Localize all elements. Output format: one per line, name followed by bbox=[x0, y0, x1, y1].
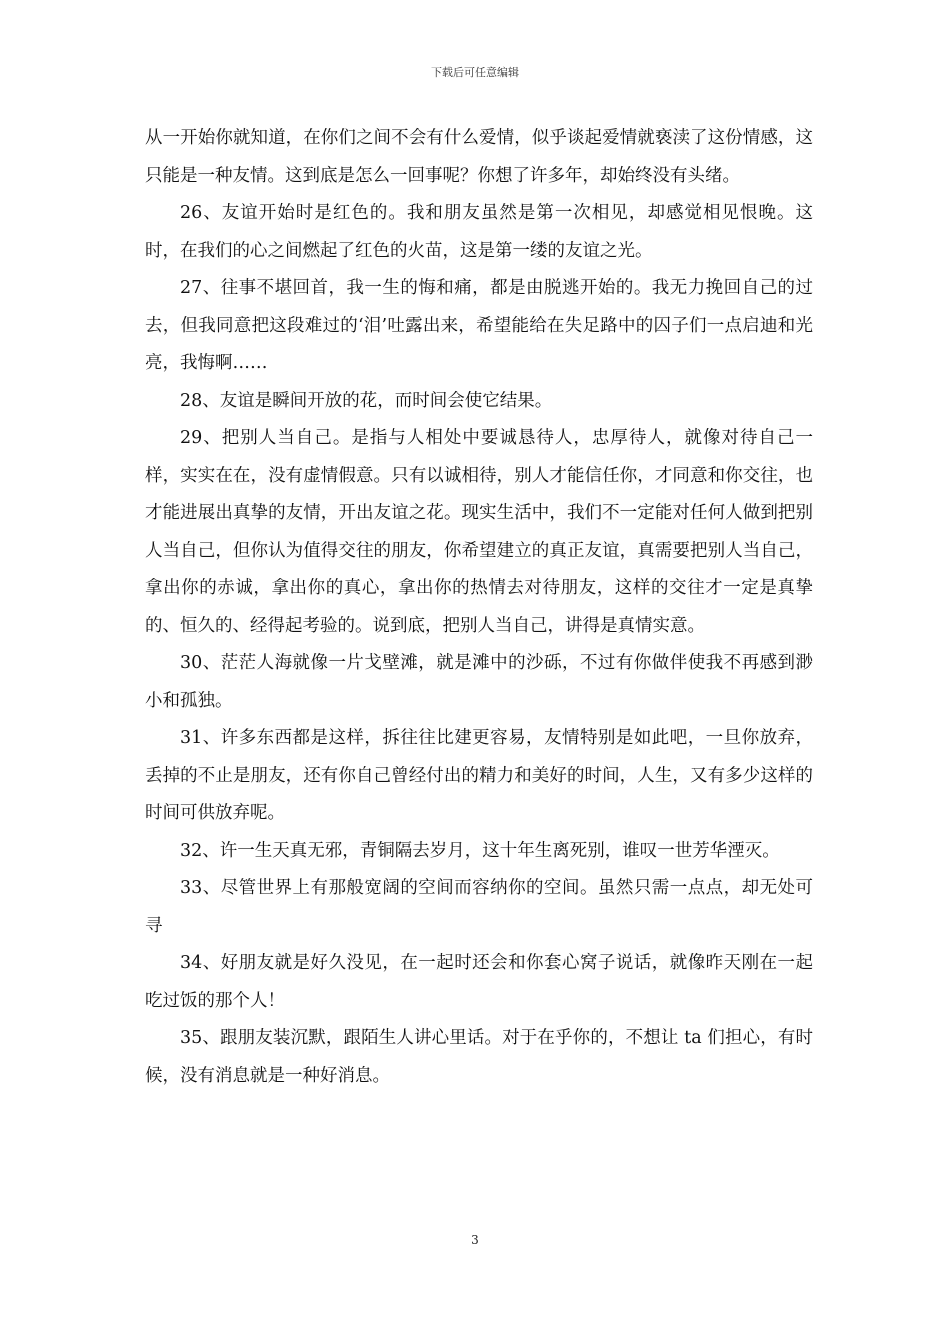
page-number: 3 bbox=[471, 1233, 479, 1247]
paragraph-26: 26、友谊开始时是红色的。我和朋友虽然是第一次相见，却感觉相见恨晚。这时，在我们的心之间燃起了红色的火苗，这是第一缕的友谊之光。 bbox=[145, 203, 813, 261]
paragraph-31: 31、许多东西都是这样，拆往往比建更容易，友情特别是如此吧，一旦你放弃，丢掉的不止是朋友，还有你自己曾经付出的精力和美好的时间，人生，又有多少这样的时间可供放弃呢。 bbox=[145, 728, 813, 823]
document-body bbox=[145, 120, 813, 1095]
paragraph-35: 35、跟朋友装沉默，跟陌生人讲心里话。对于在乎你的，不想让 ta 们担心，有时候，没有消息就是一种好消息。 bbox=[145, 1028, 813, 1086]
paragraph-27: 27、往事不堪回首，我一生的悔和痛，都是由脱逃开始的。我无力挽回自己的过去，但我同意把这段难过的‘泪’吐露出来，希望能给在失足路中的囚子们一点启迪和光亮，我悔啊…… bbox=[145, 278, 813, 373]
paragraph-30: 30、茫茫人海就像一片戈壁滩，就是滩中的沙砾，不过有你做伴使我不再感到渺小和孤独。 bbox=[145, 653, 813, 711]
paragraph-34: 34、好朋友就是好久没见，在一起时还会和你套心窝子说话，就像昨天刚在一起吃过饭的那个人！ bbox=[145, 953, 813, 1011]
page-header: 下载后可任意编辑 bbox=[431, 66, 519, 79]
paragraph-28: 28、友谊是瞬间开放的花，而时间会使它结果。 bbox=[180, 390, 553, 411]
paragraph-32: 32、许一生天真无邪，青铜隔去岁月，这十年生离死别，谁叹一世芳华湮灭。 bbox=[180, 840, 780, 861]
paragraph-continuation: 从一开始你就知道，在你们之间不会有什么爱情，似乎谈起爱情就亵渎了这份情感，这只能是一种友情。这到底是怎么一回事呢？你想了许多年，却始终没有头绪。 bbox=[145, 128, 813, 186]
paragraph-29: 29、把别人当自己。是指与人相处中要诚恳待人，忠厚待人，就像对待自己一样，实实在在，没有虚情假意。只有以诚相待，别人才能信任你，才同意和你交往，也才能进展出真挚的友情，开出友谊之花。现实生活中，我们不一定能对任何人做到把别人当自己，但你认为值得交往的朋友，你希望建立的真正友谊，真需要把别人当自己，拿出你的赤诚，拿出你的真心，拿出你的热情去对待朋友，这样的交往才一定是真挚的、恒久的、经得起考验的。说到底，把别人当自己，讲得是真情实意。 bbox=[145, 428, 813, 636]
paragraph-33: 33、尽管世界上有那般宽阔的空间而容纳你的空间。虽然只需一点点，却无处可寻 bbox=[145, 878, 813, 936]
